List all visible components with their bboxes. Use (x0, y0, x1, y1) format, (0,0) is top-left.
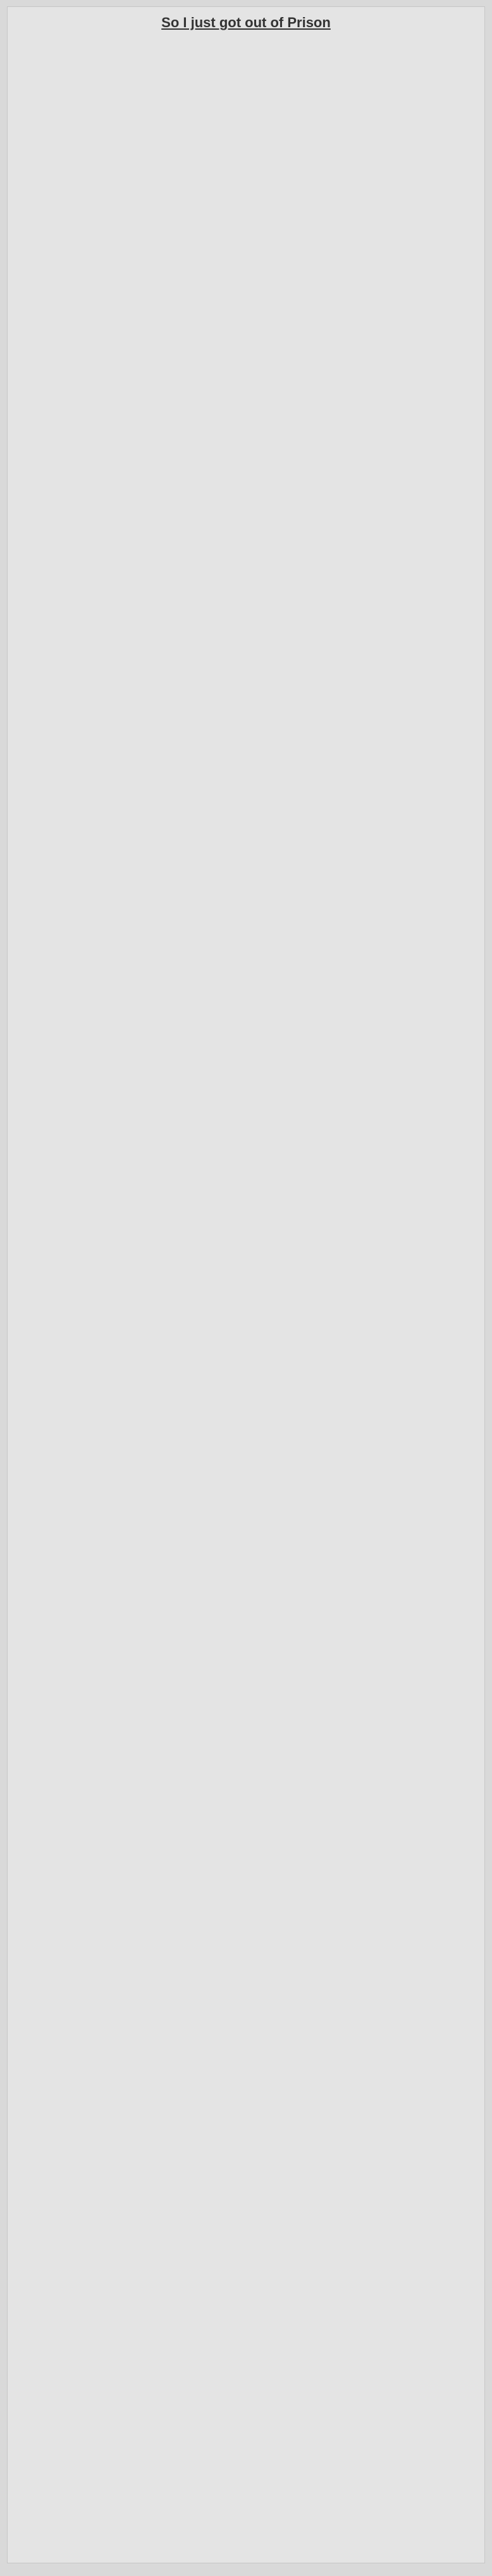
post-title: So I just got out of Prison (161, 15, 331, 30)
post-page (7, 6, 485, 2563)
